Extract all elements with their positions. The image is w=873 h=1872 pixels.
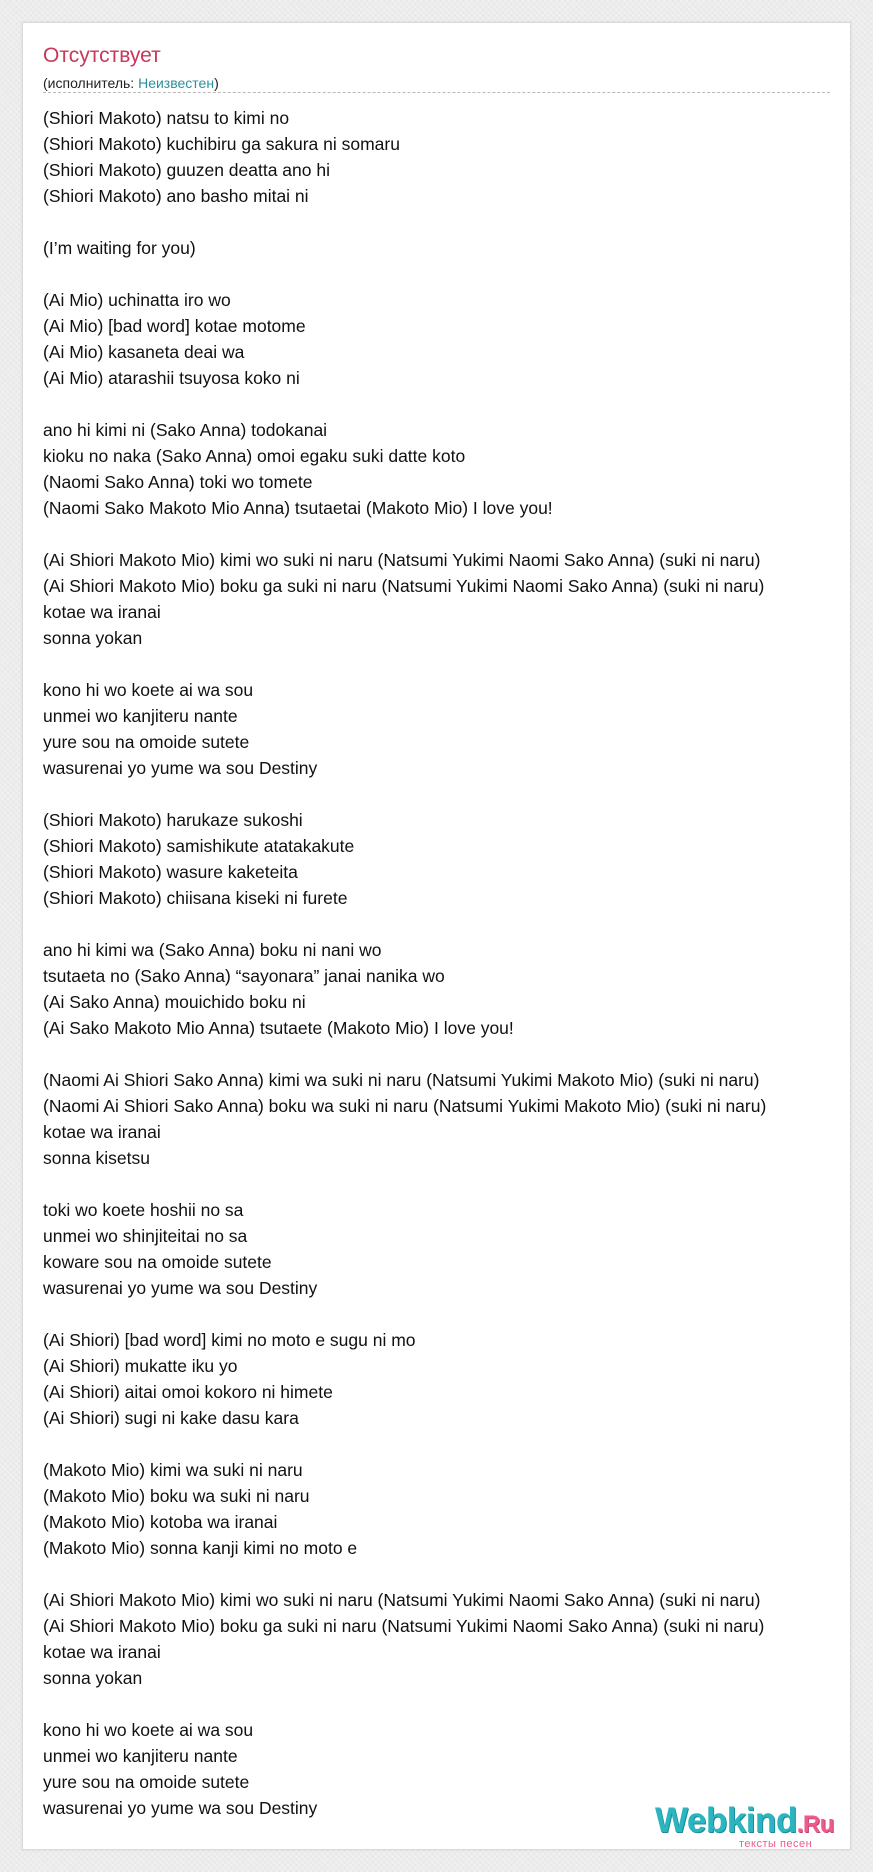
lyric-line: wasurenai yo yume wa sou Destiny [43,758,318,778]
lyric-line: (I’m waiting for you) [43,238,196,258]
lyric-line: (Shiori Makoto) ano basho mitai ni [43,186,309,206]
lyric-line: (Ai Sako Anna) mouichido boku ni [43,992,306,1012]
lyric-line: (Makoto Mio) kotoba wa iranai [43,1512,278,1532]
lyrics-text [43,105,851,1847]
lyric-line: sonna yokan [43,1668,143,1688]
lyric-stanza [43,677,851,781]
lyric-line: (Ai Shiori Makoto Mio) kimi wo suki ni naru (Natsumi Yukimi Naomi Sako Anna) (suki ni naru) [43,1590,761,1610]
lyric-line: (Makoto Mio) kimi wa suki ni naru [43,1460,303,1480]
lyric-line: kono hi wo koete ai wa sou [43,680,254,700]
lyric-line: kotae wa iranai [43,1122,161,1142]
lyric-stanza [43,1587,851,1691]
lyric-stanza [43,1327,851,1431]
lyric-line: (Naomi Sako Makoto Mio Anna) tsutaetai (Makoto Mio) I love you! [43,498,553,518]
lyric-line: kono hi wo koete ai wa sou [43,1720,254,1740]
lyric-line: (Makoto Mio) boku wa suki ni naru [43,1486,310,1506]
artist-suffix: ) [214,75,219,91]
lyric-line: wasurenai yo yume wa sou Destiny [43,1798,318,1818]
lyrics-card [22,22,851,1850]
lyric-line: (Ai Shiori) sugi ni kake dasu kara [43,1408,299,1428]
lyric-line: (Shiori Makoto) samishikute atatakakute [43,836,355,856]
lyric-line: koware sou na omoide sutete [43,1252,272,1272]
lyric-line: (Ai Shiori) aitai omoi kokoro ni himete [43,1382,333,1402]
lyric-line: (Shiori Makoto) wasure kaketeita [43,862,298,882]
lyric-line: (Naomi Ai Shiori Sako Anna) boku wa suki ni naru (Natsumi Yukimi Makoto Mio) (suki ni naru) [43,1096,767,1116]
lyric-line: kotae wa iranai [43,602,161,622]
logo-tagline: тексты песен [739,1838,813,1850]
lyric-line: (Ai Mio) atarashii tsuyosa koko ni [43,368,300,388]
lyric-line: (Ai Shiori) mukatte iku yo [43,1356,238,1376]
lyric-line: (Ai Mio) [bad word] kotae motome [43,316,306,336]
logo-tld: .Ru [796,1811,834,1838]
lyric-stanza [43,547,851,651]
lyric-stanza [43,417,851,521]
lyric-stanza [43,1197,851,1301]
lyric-line: (Ai Sako Makoto Mio Anna) tsutaete (Makoto Mio) I love you! [43,1018,514,1038]
lyric-line: (Shiori Makoto) kuchibiru ga sakura ni somaru [43,134,400,154]
lyric-stanza [43,1067,851,1171]
lyric-line: yure sou na omoide sutete [43,1772,250,1792]
artist-prefix: (исполнитель: [43,75,139,91]
lyric-line: unmei wo kanjiteru nante [43,1746,238,1766]
lyric-stanza [43,807,851,911]
lyric-line: ano hi kimi wa (Sako Anna) boku ni nani wo [43,940,382,960]
lyric-line: sonna yokan [43,628,143,648]
lyric-line: (Shiori Makoto) guuzen deatta ano hi [43,160,330,180]
lyric-line: (Naomi Sako Anna) toki wo tomete [43,472,313,492]
lyric-line: yure sou na omoide sutete [43,732,250,752]
site-logo[interactable] [655,1801,835,1850]
lyric-line: sonna kisetsu [43,1148,151,1168]
lyric-line: (Shiori Makoto) chiisana kiseki ni furete [43,888,348,908]
logo-main-text: Webkind [655,1801,797,1840]
lyric-stanza [43,1457,851,1561]
artist-line [43,74,219,92]
lyric-stanza [43,105,851,209]
lyric-line: unmei wo shinjiteitai no sa [43,1226,248,1246]
lyric-line: (Shiori Makoto) harukaze sukoshi [43,810,303,830]
lyric-line: wasurenai yo yume wa sou Destiny [43,1278,318,1298]
lyric-line: (Ai Mio) uchinatta iro wo [43,290,231,310]
lyric-line: ano hi kimi ni (Sako Anna) todokanai [43,420,328,440]
lyric-line: (Makoto Mio) sonna kanji kimi no moto e [43,1538,358,1558]
lyric-line: (Ai Mio) kasaneta deai wa [43,342,245,362]
lyric-line: kotae wa iranai [43,1642,161,1662]
lyric-stanza [43,287,851,391]
artist-link[interactable]: Неизвестен [138,75,215,91]
lyric-line: (Ai Shiori) [bad word] kimi no moto e sugu ni mo [43,1330,416,1350]
lyric-line: kioku no naka (Sako Anna) omoi egaku suki datte koto [43,446,466,466]
lyric-line: (Ai Shiori Makoto Mio) boku ga suki ni naru (Natsumi Yukimi Naomi Sako Anna) (suki ni naru) [43,1616,765,1636]
lyric-line: (Ai Shiori Makoto Mio) kimi wo suki ni naru (Natsumi Yukimi Naomi Sako Anna) (suki ni naru) [43,550,761,570]
lyric-stanza [43,235,851,261]
lyric-line: tsutaeta no (Sako Anna) “sayonara” janai nanika wo [43,966,445,986]
lyric-stanza [43,937,851,1041]
lyric-line: toki wo koete hoshii no sa [43,1200,244,1220]
lyric-line: unmei wo kanjiteru nante [43,706,238,726]
song-title: Отсутствует [43,44,161,67]
lyric-line: (Naomi Ai Shiori Sako Anna) kimi wa suki ni naru (Natsumi Yukimi Makoto Mio) (suki ni naru) [43,1070,760,1090]
lyric-line: (Shiori Makoto) natsu to kimi no [43,108,290,128]
header-divider [43,92,830,93]
lyric-line: (Ai Shiori Makoto Mio) boku ga suki ni naru (Natsumi Yukimi Naomi Sako Anna) (suki ni naru) [43,576,765,596]
